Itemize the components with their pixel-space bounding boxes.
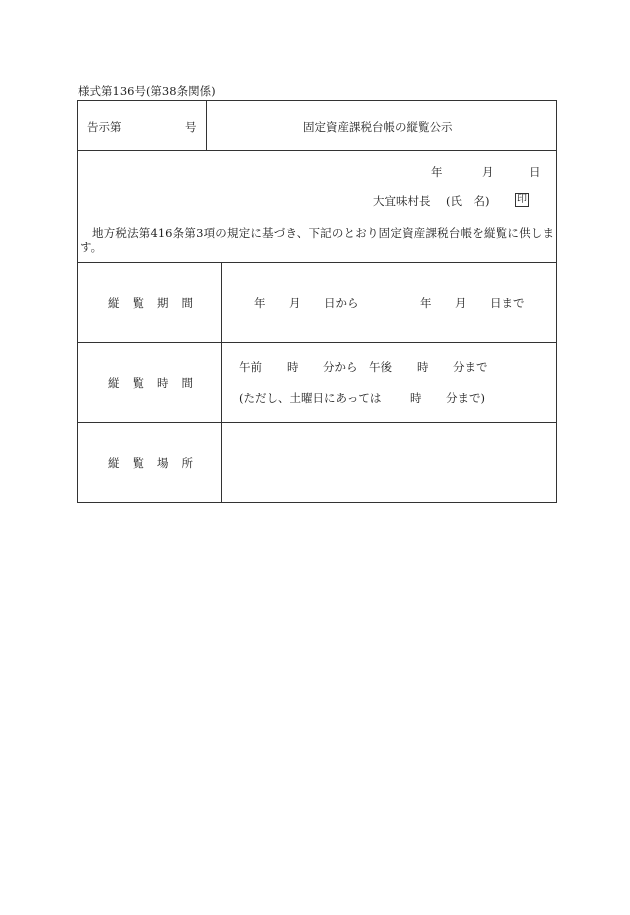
period-bottom-rule <box>78 342 556 343</box>
notice-number-suffix: 号 <box>185 120 197 134</box>
notice-title: 固定資産課税台帳の縦覧公示 <box>303 120 453 134</box>
place-label: 縦覧場所 <box>108 456 206 470</box>
label-column-divider <box>221 262 222 503</box>
period-label: 縦覧期間 <box>108 296 206 310</box>
public-notice-form <box>77 100 557 503</box>
intro-bottom-rule <box>78 262 556 263</box>
date-day: 日 <box>529 165 541 179</box>
seal-mark: 印 <box>517 194 527 205</box>
period-end-month: 月 <box>455 296 467 310</box>
period-end-year: 年 <box>420 296 432 310</box>
form-number-label: 様式第136号(第38条関係) <box>78 84 216 98</box>
time-am-hour: 時 <box>287 360 299 374</box>
period-end-day: 日まで <box>490 296 525 310</box>
time-saturday-minute: 分まで) <box>446 391 485 405</box>
notice-number-prefix: 告示第 <box>87 120 122 134</box>
date-year: 年 <box>431 165 443 179</box>
header-bottom-rule <box>78 150 556 151</box>
period-start-year: 年 <box>254 296 266 310</box>
time-am: 午前 <box>239 360 262 374</box>
date-month: 月 <box>482 165 494 179</box>
time-am-minute: 分から <box>323 360 358 374</box>
notice-body-text: 地方税法第416条第3項の規定に基づき、下記のとおり固定資産課税台帳を縦覧に供します。 <box>80 226 554 254</box>
time-pm-hour: 時 <box>417 360 429 374</box>
time-pm-minute: 分まで <box>453 360 488 374</box>
time-saturday-note: (ただし、土曜日にあっては <box>239 391 382 405</box>
time-pm: 午後 <box>369 360 392 374</box>
mayor-title: 大宜味村長 <box>373 194 431 208</box>
mayor-name-placeholder: (氏 名) <box>446 194 490 208</box>
time-bottom-rule <box>78 422 556 423</box>
period-start-day: 日から <box>324 296 359 310</box>
header-divider <box>206 101 207 150</box>
time-label: 縦覧時間 <box>108 376 206 390</box>
time-saturday-hour: 時 <box>410 391 422 405</box>
period-start-month: 月 <box>289 296 301 310</box>
